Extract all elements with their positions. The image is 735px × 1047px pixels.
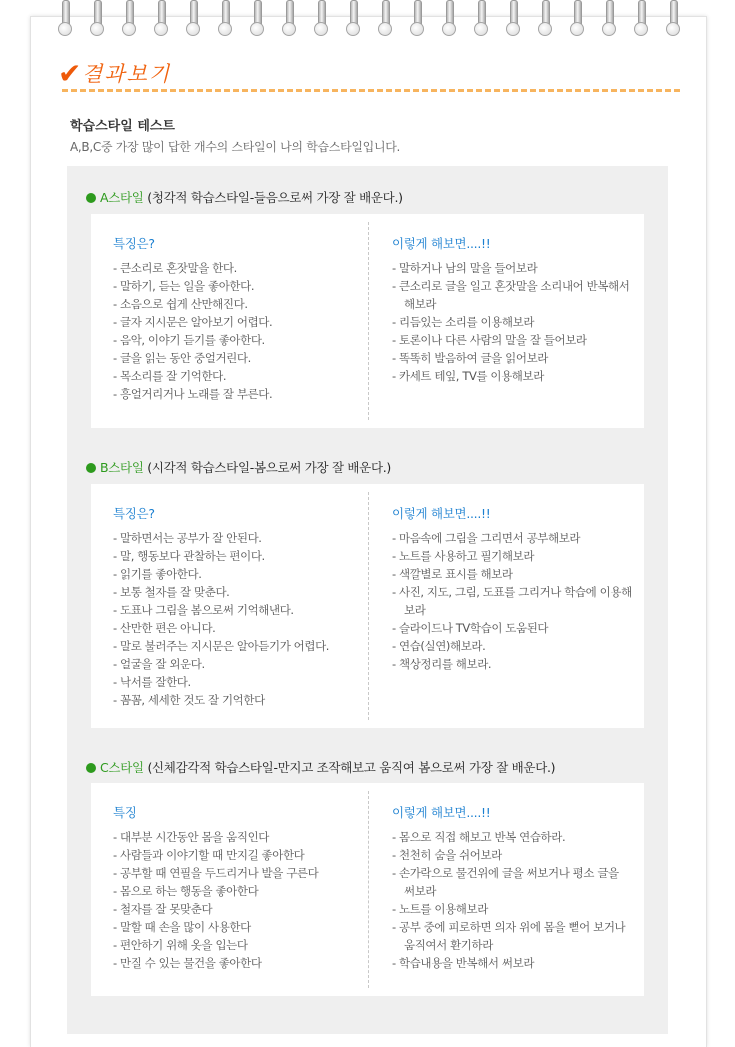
list-item: - 큰소리로 혼잣말을 한다. (113, 261, 237, 275)
list-item: - 말하거나 남의 말을 들어보라 (392, 261, 538, 275)
ring-icon (346, 0, 360, 38)
list-item: - 만질 수 있는 물건을 좋아한다 (113, 956, 262, 970)
section-c-features (113, 803, 368, 972)
ring-icon (186, 0, 200, 38)
list-item: - 철자를 잘 못맞춘다 (113, 902, 213, 916)
section-b-features-title: 특징은? (113, 506, 155, 521)
list-item: - 꼼꼼, 세세한 것도 잘 기억한다 (113, 693, 265, 707)
list-item: - 슬라이드나 TV학습이 도움된다 (392, 621, 549, 635)
list-item: - 글을 읽는 동안 중얼거린다. (113, 351, 251, 365)
bullet-icon (86, 763, 96, 773)
list-item: - 마음속에 그림을 그리면서 공부해보라 (392, 531, 581, 545)
list-item: - 천천히 숨을 쉬어보라 (392, 848, 502, 862)
list-item: - 연습(실연)해보라. (392, 639, 486, 653)
list-item: - 손가락으로 물건위에 글을 써보거나 평소 글을 써보라 (392, 866, 619, 898)
list-item: - 얼굴을 잘 외운다. (113, 657, 205, 671)
list-item: - 목소리를 잘 기억한다. (113, 369, 227, 383)
section-c-tips (392, 803, 632, 972)
ring-icon (250, 0, 264, 38)
list-item: - 노트를 이용해보라 (392, 902, 488, 916)
list-item: - 몸으로 직접 해보고 반복 연습하라. (392, 830, 566, 844)
list-item: - 말하면서는 공부가 잘 안된다. (113, 531, 262, 545)
list-item: - 말로 불러주는 지시문은 알아듣기가 어렵다. (113, 639, 330, 653)
ring-icon (506, 0, 520, 38)
list-item: - 글자 지시문은 알아보기 어렵다. (113, 315, 273, 329)
list-item: - 말하기, 듣는 일을 좋아한다. (113, 279, 255, 293)
ring-icon (378, 0, 392, 38)
list-item: - 사진, 지도, 그림, 도표를 그리거나 학습에 이용해보라 (392, 585, 632, 617)
section-c-card (91, 783, 644, 996)
list-item: - 말, 행동보다 관찰하는 편이다. (113, 549, 265, 563)
list-item: - 카세트 테잎, TV를 이용해보라 (392, 369, 544, 383)
section-c-description: (신체감각적 학습스타일-만지고 조작해보고 움직여 봄으로써 가장 잘 배운다.) (143, 760, 556, 775)
checkmark-icon: ✔ (58, 57, 82, 90)
section-c-name: C스타일 (100, 760, 144, 775)
list-item: - 공부 중에 피로하면 의자 위에 몸을 뻗어 보거나 움직여서 환기하라 (392, 920, 626, 952)
list-item: - 똑똑히 발음하여 글을 읽어보라 (392, 351, 548, 365)
ring-icon (314, 0, 328, 38)
spiral-binding (58, 0, 688, 40)
section-a-heading (86, 188, 403, 206)
section-a-features (113, 234, 368, 403)
ring-icon (410, 0, 424, 38)
bullet-icon (86, 463, 96, 473)
section-a-card (91, 214, 644, 428)
ring-icon (474, 0, 488, 38)
test-description: A,B,C중 가장 많이 답한 개수의 스타일이 나의 학습스타일입니다. (70, 140, 401, 154)
test-title: 학습스타일 테스트 (70, 119, 175, 134)
list-item: - 리듬있는 소리를 이용해보라 (392, 315, 535, 329)
list-item: - 토론이나 다른 사람의 말을 잘 들어보라 (392, 333, 587, 347)
ring-icon (90, 0, 104, 38)
ring-icon (282, 0, 296, 38)
section-b-tips (392, 504, 632, 673)
list-item: - 책상정리를 해보라. (392, 657, 492, 671)
bullet-icon (86, 193, 96, 203)
section-c-tips-title: 이렇게 해보면....!! (392, 805, 491, 820)
section-b-features (113, 504, 368, 709)
ring-icon (442, 0, 456, 38)
page-title: 결과보기 (82, 62, 172, 86)
ring-icon (538, 0, 552, 38)
list-item: - 대부분 시간동안 몸을 움직인다 (113, 830, 269, 844)
ring-icon (602, 0, 616, 38)
header-divider (62, 89, 680, 92)
list-item: - 색깔별로 표시를 해보라 (392, 567, 513, 581)
section-c-heading (86, 758, 555, 776)
section-a-tips (392, 234, 632, 385)
section-b-tips-title: 이렇게 해보면....!! (392, 506, 491, 521)
list-item: - 읽기를 좋아한다. (113, 567, 202, 581)
section-c-features-title: 특징 (113, 805, 137, 820)
list-item: - 도표나 그림을 봄으로써 기억해낸다. (113, 603, 294, 617)
section-a-features-title: 특징은? (113, 236, 155, 251)
ring-icon (58, 0, 72, 38)
section-a-description: (청각적 학습스타일-들음으로써 가장 잘 배운다.) (143, 190, 403, 205)
list-item: - 산만한 편은 아니다. (113, 621, 216, 635)
section-b-description: (시각적 학습스타일-봄으로써 가장 잘 배운다.) (143, 460, 391, 475)
ring-icon (122, 0, 136, 38)
ring-icon (218, 0, 232, 38)
section-b-card (91, 484, 644, 728)
ring-icon (666, 0, 680, 38)
section-a-name: A스타일 (100, 190, 144, 205)
ring-icon (570, 0, 584, 38)
ring-icon (634, 0, 648, 38)
list-item: - 노트를 사용하고 필기해보라 (392, 549, 535, 563)
list-item: - 흥얼거리거나 노래를 잘 부른다. (113, 387, 273, 401)
list-item: - 큰소리로 글을 일고 혼잣말을 소리내어 반복해서 해보라 (392, 279, 630, 311)
section-b-heading (86, 458, 391, 476)
list-item: - 낙서를 잘한다. (113, 675, 191, 689)
list-item: - 소음으로 쉽게 산만해진다. (113, 297, 248, 311)
list-item: - 음악, 이야기 듣기를 좋아한다. (113, 333, 265, 347)
list-item: - 보통 철자를 잘 맞춘다. (113, 585, 230, 599)
section-b-name: B스타일 (100, 460, 144, 475)
list-item: - 편안하기 위해 옷을 입는다 (113, 938, 248, 952)
list-item: - 학습내용을 반복해서 써보라 (392, 956, 535, 970)
column-divider (368, 222, 369, 420)
ring-icon (154, 0, 168, 38)
list-item: - 공부할 때 연필을 두드리거나 발을 구른다 (113, 866, 319, 880)
column-divider (368, 492, 369, 720)
section-a-tips-title: 이렇게 해보면....!! (392, 236, 491, 251)
list-item: - 사람들과 이야기할 때 만지길 좋아한다 (113, 848, 305, 862)
column-divider (368, 791, 369, 988)
list-item: - 몸으로 하는 행동을 좋아한다 (113, 884, 259, 898)
list-item: - 말할 때 손을 많이 사용한다 (113, 920, 251, 934)
